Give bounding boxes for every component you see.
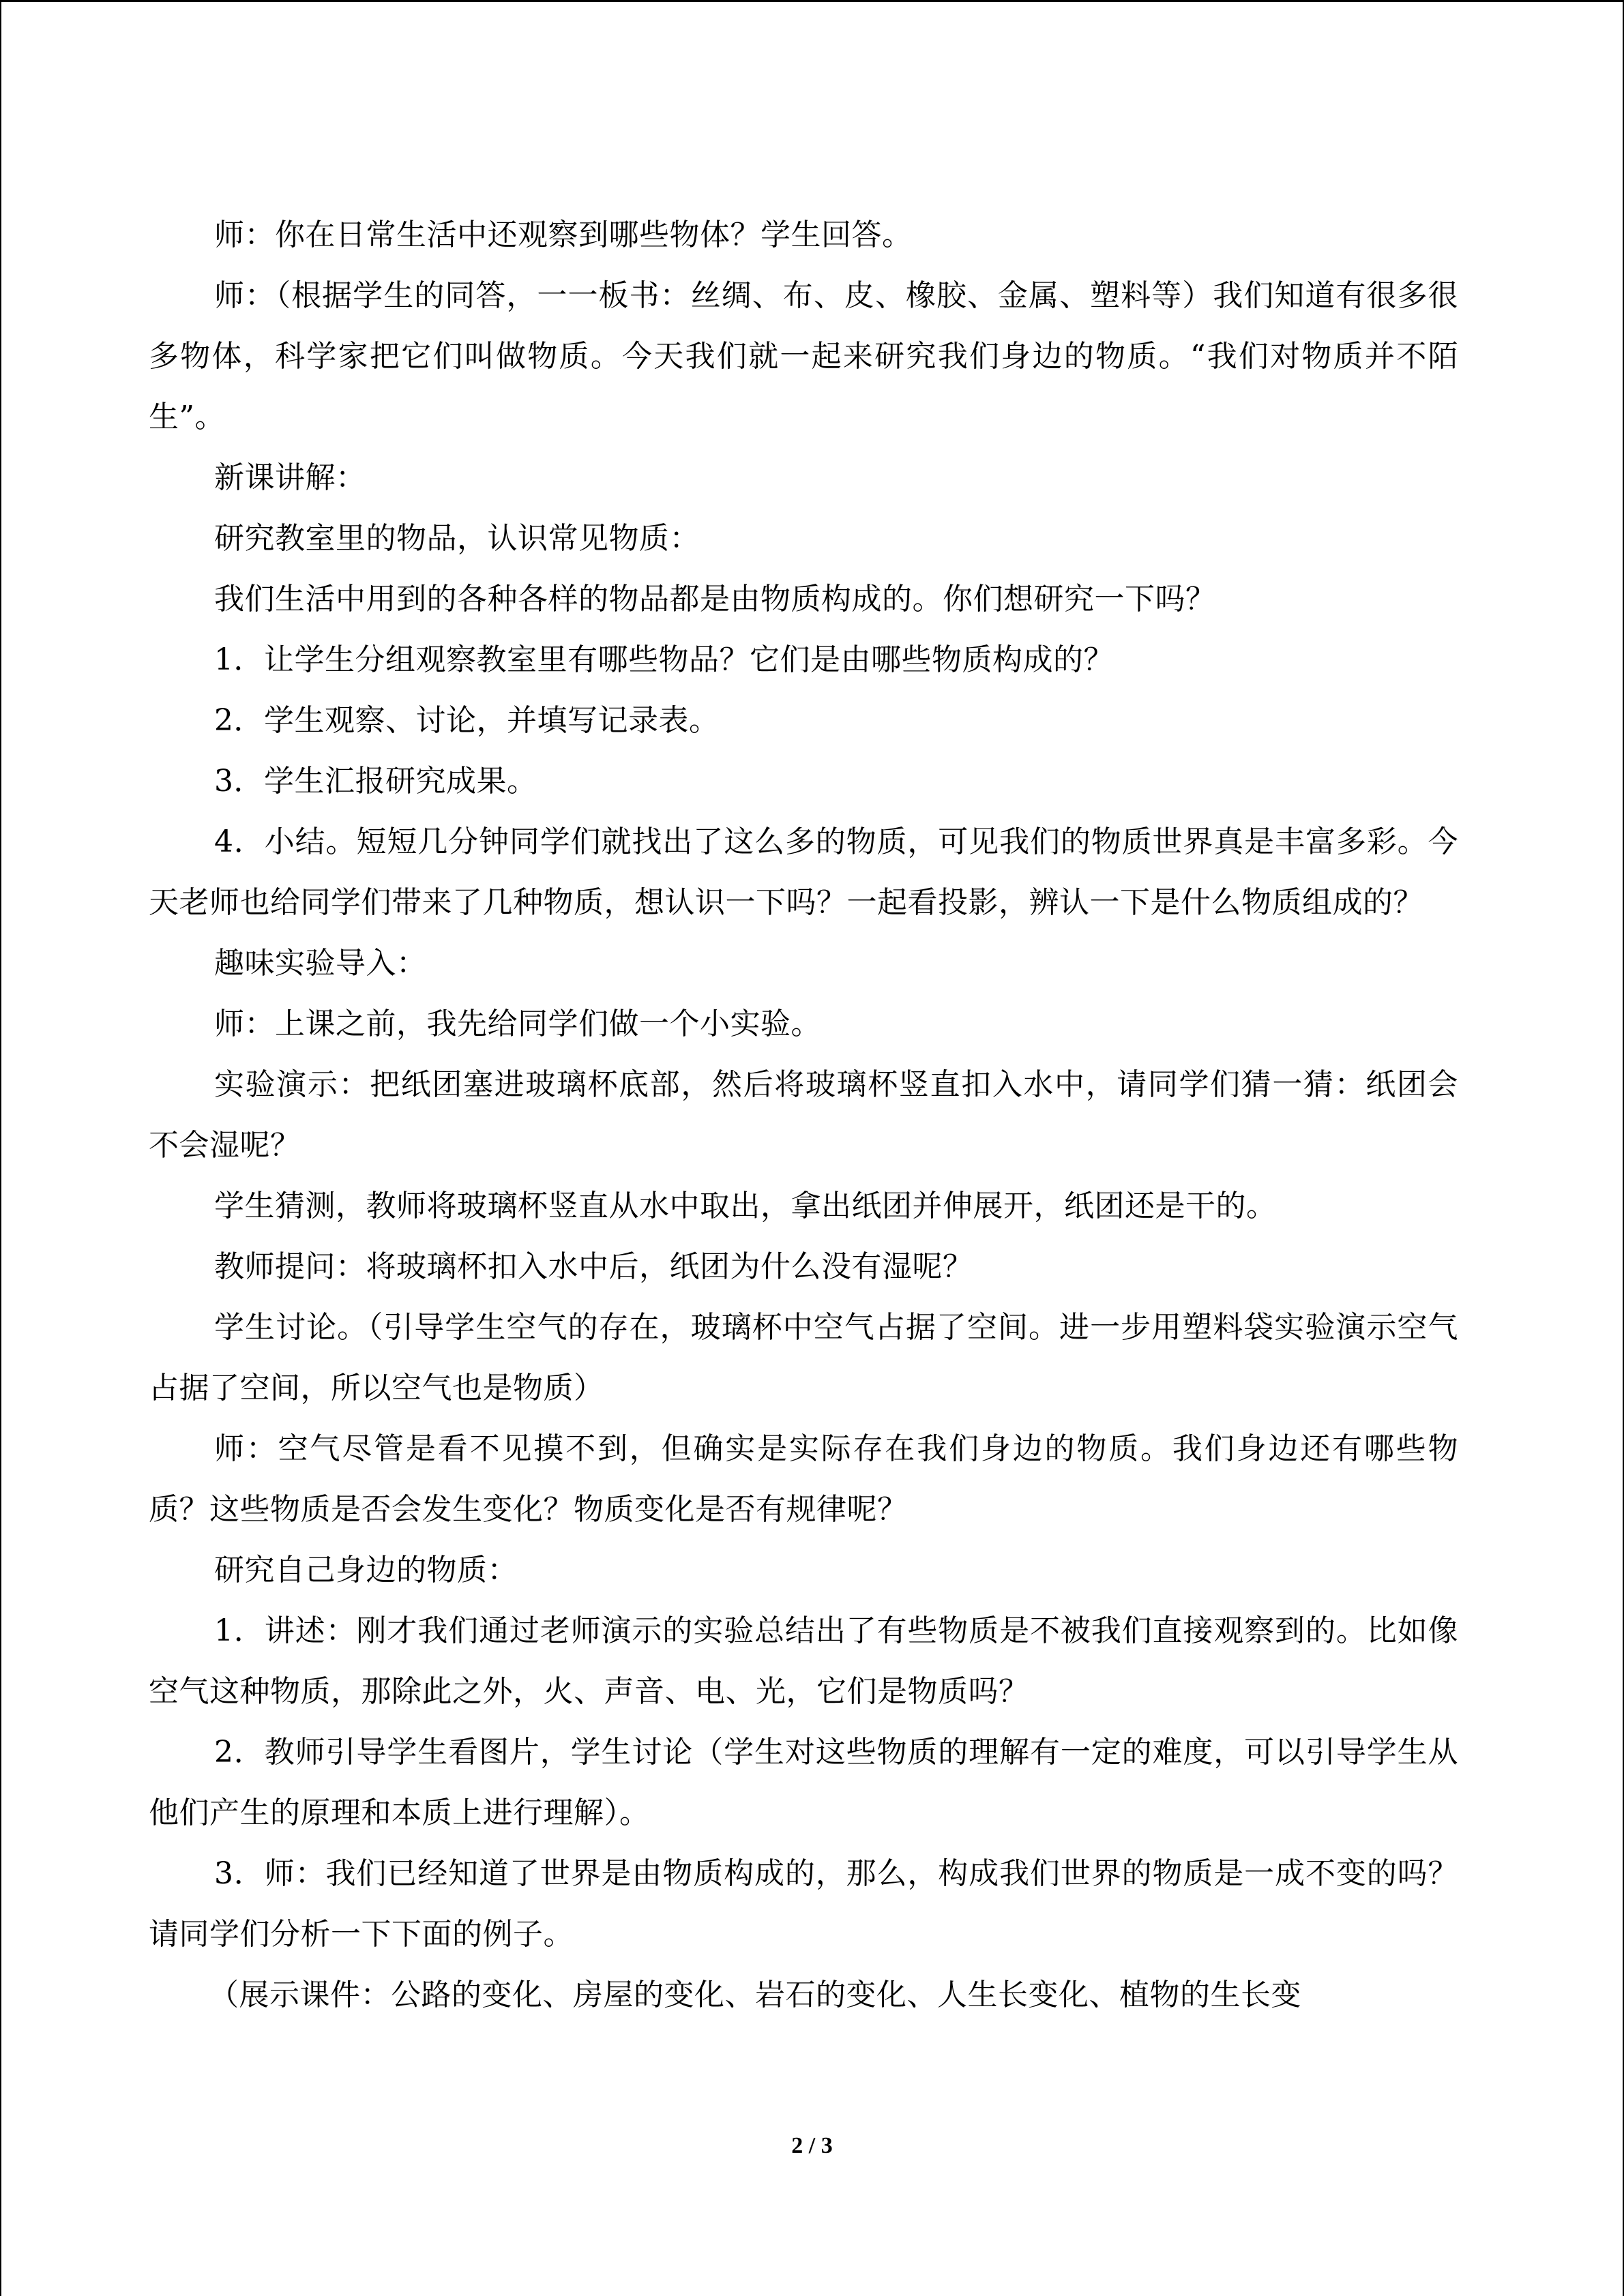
section-heading: 研究教室里的物品，认识常见物质：: [214, 521, 700, 556]
paragraph: 教师提问：将玻璃杯扣入水中后，纸团为什么没有湿呢？: [214, 1249, 973, 1284]
list-item: 4．小结。短短几分钟同学们就找出了这么多的物质，可见我们的物质世界真是丰富多彩。今天老师也给同学们带来了几种物质，想认识一下吗？一起看投影，辨认一下是什么物质组成的？: [149, 824, 1458, 920]
paragraph: 学生讨论。（引导学生空气的存在，玻璃杯中空气占据了空间。进一步用塑料袋实验演示空气占据了空间，所以空气也是物质）: [149, 1310, 1458, 1405]
paragraph: 师：你在日常生活中还观察到哪些物体？学生回答。: [214, 218, 913, 252]
list-item: 3．学生汇报研究成果。: [214, 764, 537, 799]
paragraph: 师：上课之前，我先给同学们做一个小实验。: [214, 1007, 821, 1041]
section-heading: 研究自己身边的物质：: [214, 1553, 518, 1587]
page-left-border: [0, 0, 1, 2296]
list-item: 1．让学生分组观察教室里有哪些物品？它们是由哪些物质构成的？: [214, 642, 1114, 677]
page-top-border: [0, 0, 1624, 2]
paragraph: 实验演示：把纸团塞进玻璃杯底部，然后将玻璃杯竖直扣入水中，请同学们猜一猜：纸团会不会湿呢？: [149, 1067, 1458, 1163]
page-number: 2 / 3: [791, 2133, 833, 2158]
paragraph: （展示课件：公路的变化、房屋的变化、岩石的变化、人生长变化、植物的生长变: [209, 1978, 1301, 2012]
list-item: 2．教师引导学生看图片，学生讨论（学生对这些物质的理解有一定的难度，可以引导学生从他们产生的原理和本质上进行理解）。: [149, 1735, 1458, 1830]
paragraph: 师：（根据学生的同答，一一板书：丝绸、布、皮、橡胶、金属、塑料等）我们知道有很多很多物体，科学家把它们叫做物质。今天我们就一起来研究我们身边的物质。“我们对物质并不陌生”。: [149, 278, 1458, 434]
section-heading: 趣味实验导入：: [214, 946, 427, 981]
list-item: 2．学生观察、讨论，并填写记录表。: [214, 703, 720, 738]
paragraph: 学生猜测，教师将玻璃杯竖直从水中取出，拿出纸团并伸展开，纸团还是干的。: [214, 1189, 1277, 1223]
list-item: 1．讲述：刚才我们通过老师演示的实验总结出了有些物质是不被我们直接观察到的。比如像空气这种物质，那除此之外，火、声音、电、光，它们是物质吗？: [149, 1613, 1458, 1709]
paragraph: 师：空气尽管是看不见摸不到，但确实是实际存在我们身边的物质。我们身边还有哪些物质？这些物质是否会发生变化？物质变化是否有规律呢？: [149, 1431, 1458, 1527]
paragraph: 我们生活中用到的各种各样的物品都是由物质构成的。你们想研究一下吗？: [214, 582, 1216, 616]
document-body: [149, 205, 1458, 2025]
list-item: 3．师：我们已经知道了世界是由物质构成的，那么，构成我们世界的物质是一成不变的吗？请同学们分析一下下面的例子。: [149, 1856, 1458, 1952]
section-heading: 新课讲解：: [214, 460, 366, 495]
